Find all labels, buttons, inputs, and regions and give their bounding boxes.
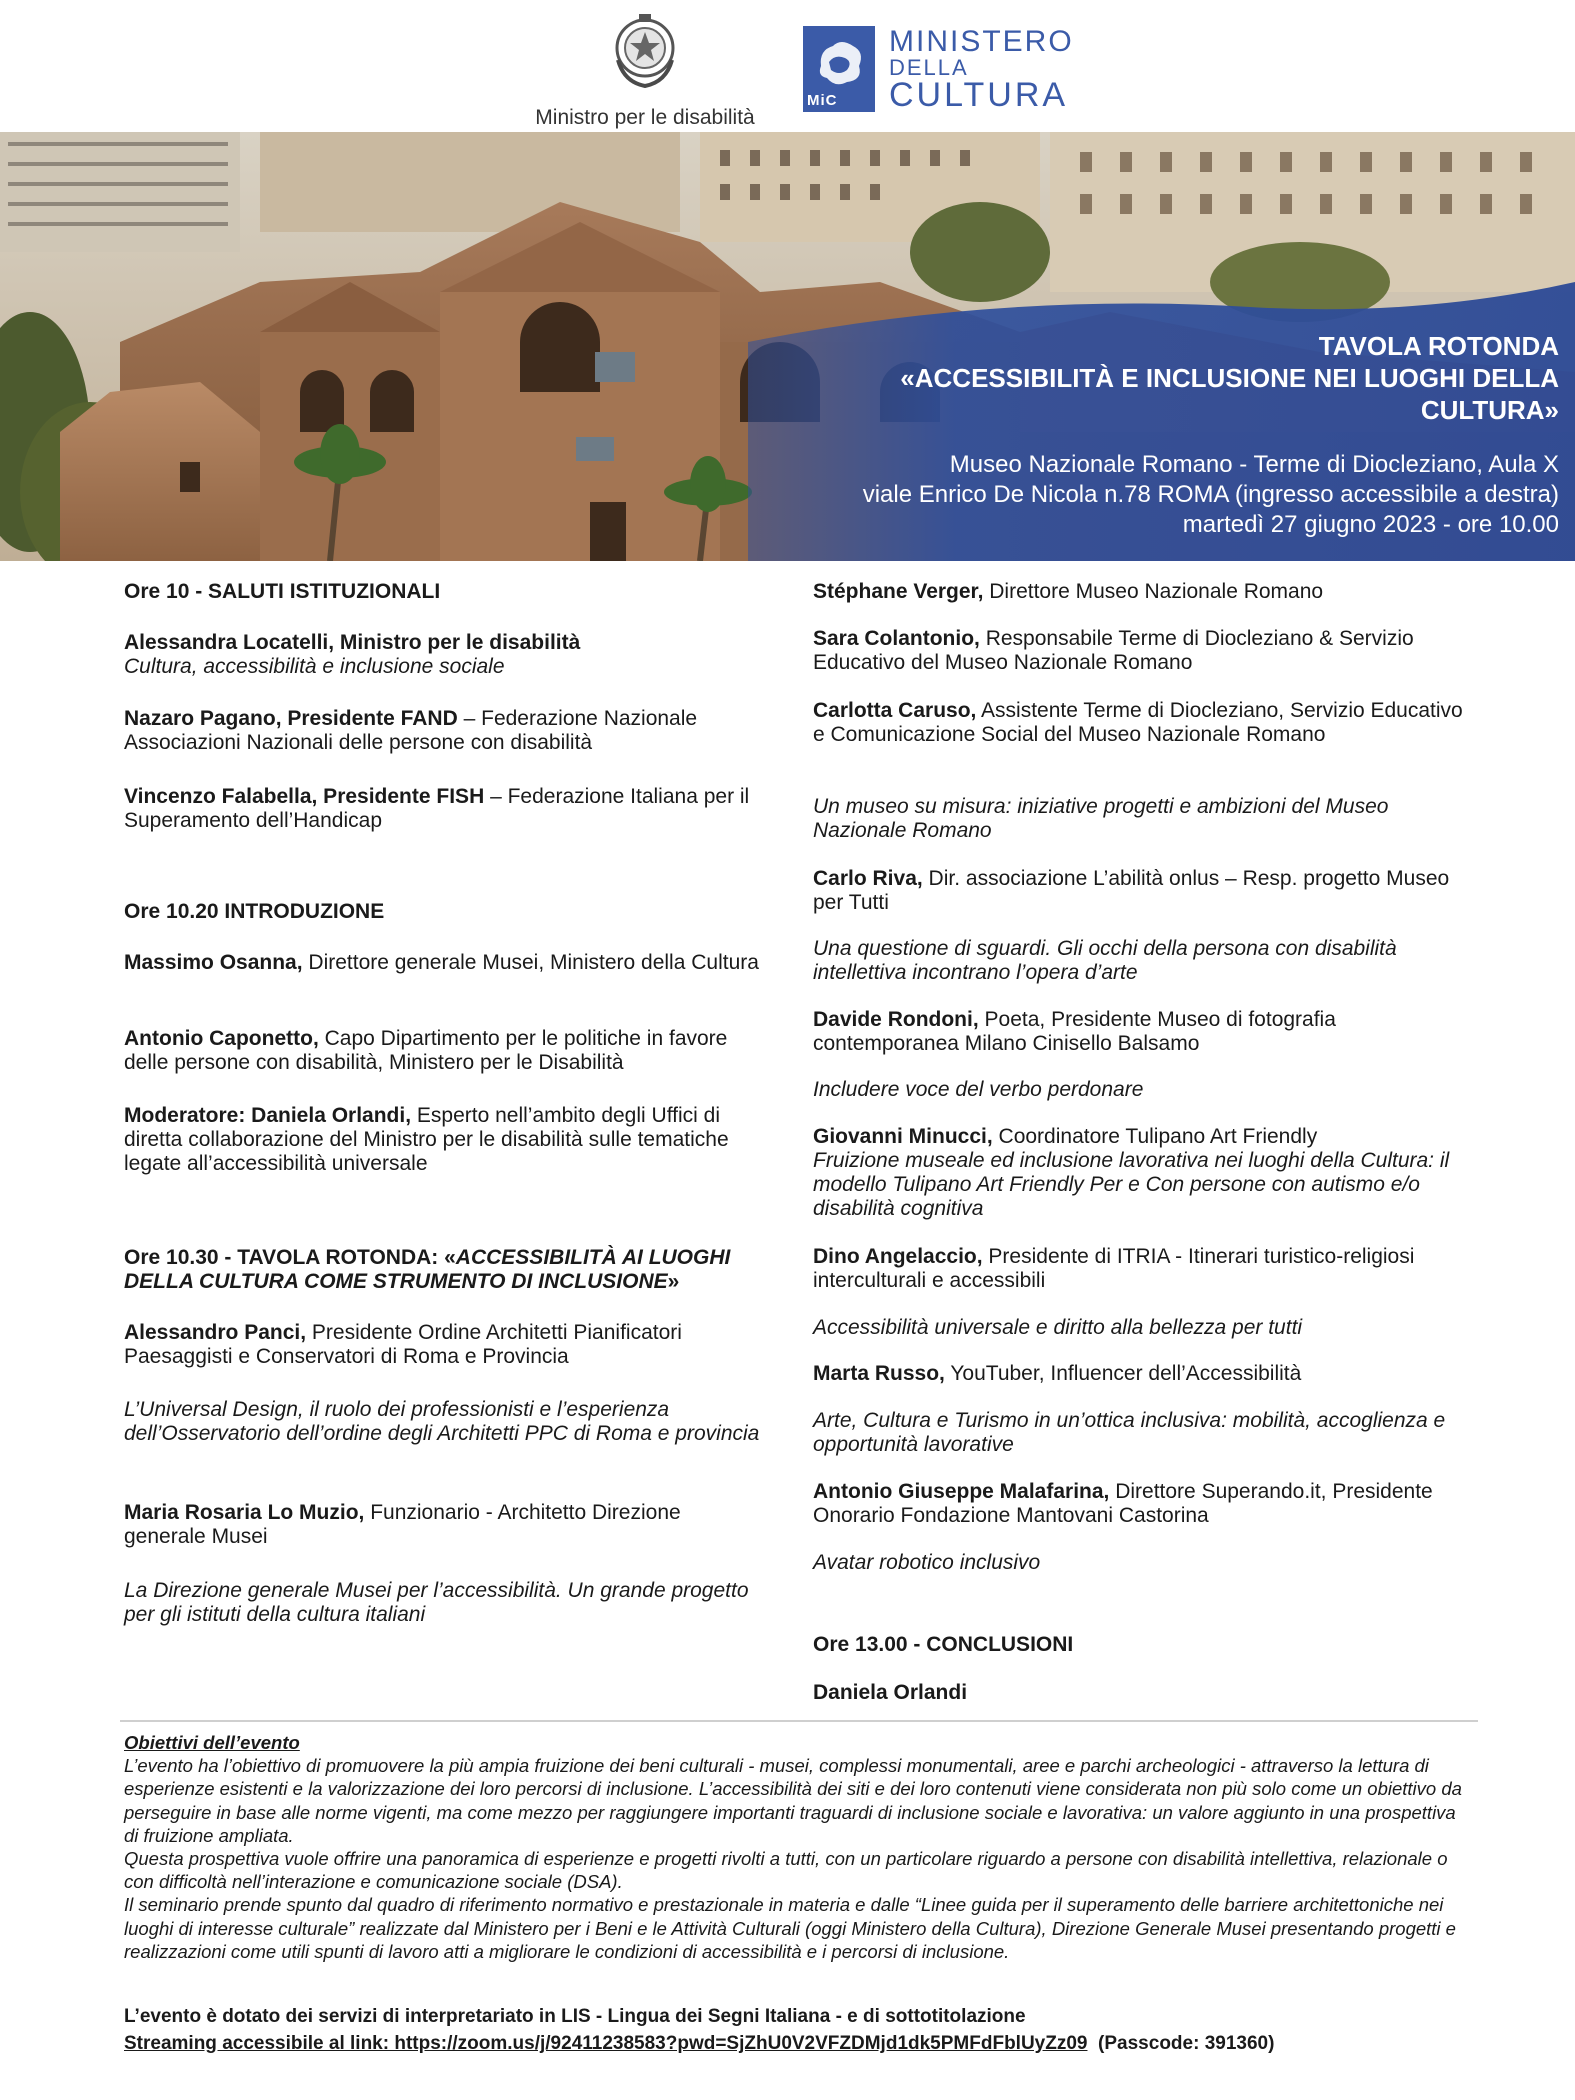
hero-banner [0, 132, 1575, 561]
objectives-paragraph-1: L’evento ha l’obiettivo di promuovere la più ampia fruizione dei beni culturali - musei, complessi monumentali, aree e parchi archeologici - attraverso la lettura di esperienze esistenti e la valorizzazione dei loro percorsi di inclusione. L’accessibilità dei siti e dei loro contenuti viene considerata non più solo come un obiettivo da perseguire in base alle norme vigenti, ma come mezzo per raggiungere importanti traguardi di inclusione sociale e lavorativa: un valore aggiunto in una prospettiva di fruizione ampliata. [124, 1755, 1462, 1846]
ministro-disabilita-logo [520, 10, 770, 128]
speaker-role: Responsabile Terme di Diocleziano & Servizio Educativo del Museo Nazionale Romano [813, 627, 1414, 674]
speaker-role: Direttore Museo Nazionale Romano [983, 580, 1324, 603]
speaker-falabella [124, 785, 764, 833]
speaker-malafarina [813, 1480, 1463, 1528]
objectives-paragraph-2: Questa prospettiva vuole offrire una panoramica di esperienze e progetti rivolti a tutti, con un particolare riguardo a persone con disabilità intellettiva, relazionale o con difficoltà nell’interazione e comunicazione sociale (DSA). [124, 1848, 1448, 1893]
heading-theme: ACCESSIBILITÀ AI LUOGHI DELLA CULTURA COME STRUMENTO DI INCLUSIONE [124, 1246, 731, 1293]
speaker-topic: Cultura, accessibilità e inclusione sociale [124, 655, 505, 678]
speaker-name: Alessandro Panci, [124, 1321, 307, 1344]
speaker-caruso [813, 699, 1463, 747]
speaker-role: – Federazione Italiana per il Superamento dell’Handicap [124, 785, 750, 832]
della-word: DELLA [889, 55, 969, 80]
section-heading-saluti: Ore 10 - SALUTI ISTITUZIONALI [124, 580, 441, 603]
speaker-topic-lo-muzio: La Direzione generale Musei per l’accessibilità. Un grande progetto per gli istituti della cultura italiani [124, 1579, 749, 1626]
speaker-role: Coordinatore Tulipano Art Friendly [992, 1125, 1318, 1148]
streaming-link[interactable]: Streaming accessibile al link: https://zoom.us/j/92411238583?pwd=SjZhU0V2VFZDMjd1dk5PMFdFblUyZz09 [124, 2033, 1088, 2054]
speaker-name: Carlo Riva, [813, 867, 923, 890]
speaker-role: Direttore Superando.it, Presidente Onorario Fondazione Mantovani Castorina [813, 1480, 1433, 1527]
event-type-title: TAVOLA ROTONDA [1318, 331, 1559, 361]
cultura-word: CULTURA [889, 76, 1069, 114]
speaker-name: Antonio Giuseppe Malafarina, [813, 1480, 1110, 1503]
ministero-cultura-logo [803, 25, 1074, 116]
speaker-role: Dir. associazione L’abilità onlus – Resp. progetto Museo per Tutti [813, 867, 1450, 914]
speaker-angelaccio [813, 1245, 1463, 1293]
speaker-locatelli [124, 631, 764, 679]
speaker-role: Presidente di ITRIA - Itinerari turistico-religiosi interculturali e accessibili [813, 1245, 1415, 1292]
section-heading-conclusioni: Ore 13.00 - CONCLUSIONI [813, 1633, 1074, 1656]
speaker-name: Giovanni Minucci, [813, 1125, 993, 1148]
objectives-title: Obiettivi dell’evento [124, 1732, 300, 1753]
speaker-topic-malafarina: Avatar robotico inclusivo [813, 1551, 1041, 1574]
speaker-role: Direttore generale Musei, Ministero della Cultura [302, 951, 759, 974]
speaker-name: Davide Rondoni, [813, 1008, 979, 1031]
speaker-pagano [124, 707, 764, 755]
speaker-lo-muzio [124, 1501, 764, 1549]
speaker-topic-rondoni: Includere voce del verbo perdonare [813, 1078, 1144, 1101]
speaker-name: Stéphane Verger, [813, 580, 984, 603]
event-venue: Museo Nazionale Romano - Terme di Diocleziano, Aula X [949, 451, 1559, 478]
speaker-name: Antonio Caponetto, [124, 1027, 319, 1050]
speaker-verger [813, 580, 1463, 604]
heading-close: » [667, 1270, 680, 1293]
moderator-orlandi [124, 1104, 764, 1176]
speaker-panci [124, 1321, 764, 1369]
speaker-topic-riva: Una questione di sguardi. Gli occhi della persona con disabilità intellettiva incontrano l’opera d’arte [813, 937, 1397, 984]
speaker-topic-minucci: Fruizione museale ed inclusione lavorativa nei luoghi della Cultura: il modello Tulipano Art Friendly Per e Con persone con autismo e/o disabilità cognitiva [813, 1149, 1450, 1220]
hero-text-block [759, 330, 1559, 540]
heading-prefix: Ore 10.30 - TAVOLA ROTONDA: « [124, 1246, 456, 1269]
speaker-minucci [813, 1125, 1463, 1149]
speaker-topic-angelaccio: Accessibilità universale e diritto alla bellezza per tutti [813, 1316, 1303, 1339]
event-details [759, 450, 1559, 540]
italian-emblem-icon [612, 10, 678, 90]
speaker-rondoni [813, 1008, 1463, 1056]
speaker-role: Capo Dipartimento per le politiche in favore delle persone con disabilità, Ministero per le Disabilità [124, 1027, 728, 1074]
section-divider [120, 1720, 1478, 1722]
header [0, 0, 1575, 132]
speaker-role: – Federazione Nazionale Associazioni Nazionali delle persone con disabilità [124, 707, 698, 754]
speaker-name: Vincenzo Falabella, Presidente FISH [124, 785, 485, 808]
speaker-role: Assistente Terme di Diocleziano, Servizio Educativo e Comunicazione Social del Museo Nazionale Romano [813, 699, 1463, 746]
speaker-role: YouTuber, Influencer dell’Accessibilità [944, 1362, 1302, 1385]
ministro-disabilita-label: Ministro per le disabilità [535, 106, 755, 129]
speaker-name: Carlotta Caruso, [813, 699, 977, 722]
speaker-name: Maria Rosaria Lo Muzio, [124, 1501, 365, 1524]
speaker-name: Marta Russo, [813, 1362, 945, 1385]
section-heading-tavola-rotonda [124, 1246, 764, 1294]
event-main-title: «ACCESSIBILITÀ E INCLUSIONE NEI LUOGHI DELLA CULTURA» [900, 363, 1559, 425]
event-address: viale Enrico De Nicola n.78 ROMA (ingresso accessibile a destra) [862, 481, 1559, 508]
speaker-topic-caruso: Un museo su misura: iniziative progetti e ambizioni del Museo Nazionale Romano [813, 795, 1389, 842]
mic-label: MiC [807, 92, 838, 109]
speaker-role: Esperto nell’ambito degli Uffici di diretta collaborazione del Ministro per le disabilità sulle tematiche legate all’accessibilità universale [124, 1104, 729, 1175]
speaker-topic-russo: Arte, Cultura e Turismo in un’ottica inclusiva: mobilità, accoglienza e opportunità lavorative [813, 1409, 1446, 1456]
speaker-russo [813, 1362, 1463, 1386]
speaker-role: Poeta, Presidente Museo di fotografia contemporanea Milano Cinisello Balsamo [813, 1008, 1336, 1055]
section-heading-introduzione: Ore 10.20 INTRODUZIONE [124, 900, 385, 923]
streaming-passcode: (Passcode: 391360) [1098, 2033, 1275, 2054]
speaker-riva [813, 867, 1463, 915]
speaker-name: Nazaro Pagano, Presidente FAND [124, 707, 458, 730]
speaker-caponetto [124, 1027, 764, 1075]
speaker-name: Massimo Osanna, [124, 951, 303, 974]
streaming-info [124, 2032, 1504, 2056]
speaker-topic-panci: L’Universal Design, il ruolo dei professionisti e l’esperienza dell’Osservatorio dell’ordine degli Architetti PPC di Roma e provincia [124, 1398, 760, 1445]
speaker-orlandi-conclusion: Daniela Orlandi [813, 1681, 968, 1704]
event-objectives [124, 1731, 1474, 1963]
event-date-time: martedì 27 giugno 2023 - ore 10.00 [1182, 511, 1559, 538]
lis-services-note: L’evento è dotato dei servizi di interpretariato in LIS - Lingua dei Segni Italiana - e di sottotitolazione [124, 2006, 1026, 2027]
speaker-role: Presidente Ordine Architetti Pianificatori Paesaggisti e Conservatori di Roma e Provincia [124, 1321, 682, 1368]
speaker-osanna [124, 951, 764, 975]
speaker-name: Alessandra Locatelli, Ministro per le disabilità [124, 631, 581, 654]
mic-emblem-icon [813, 36, 867, 90]
speaker-colantonio [813, 627, 1463, 675]
speaker-name: Dino Angelaccio, [813, 1245, 983, 1268]
objectives-paragraph-3: Il seminario prende spunto dal quadro di riferimento normativo e prestazionale in materia e dalle “Linee guida per il superamento delle barriere architettoniche nei luoghi di interesse culturale” realizzate dal Ministero per i Beni e le Attività Culturali (oggi Ministero della Cultura), Direzione Generale Musei presentando progetti e realizzazioni come utili spunti di lavoro atti a migliorare le condizioni di accessibilità e i percorsi di inclusione. [124, 1894, 1456, 1962]
speaker-name: Sara Colantonio, [813, 627, 980, 650]
ministero-word: MINISTERO [889, 25, 1074, 58]
mic-badge [803, 26, 875, 112]
speaker-name: Moderatore: Daniela Orlandi, [124, 1104, 412, 1127]
speaker-role: Funzionario - Architetto Direzione generale Musei [124, 1501, 681, 1548]
